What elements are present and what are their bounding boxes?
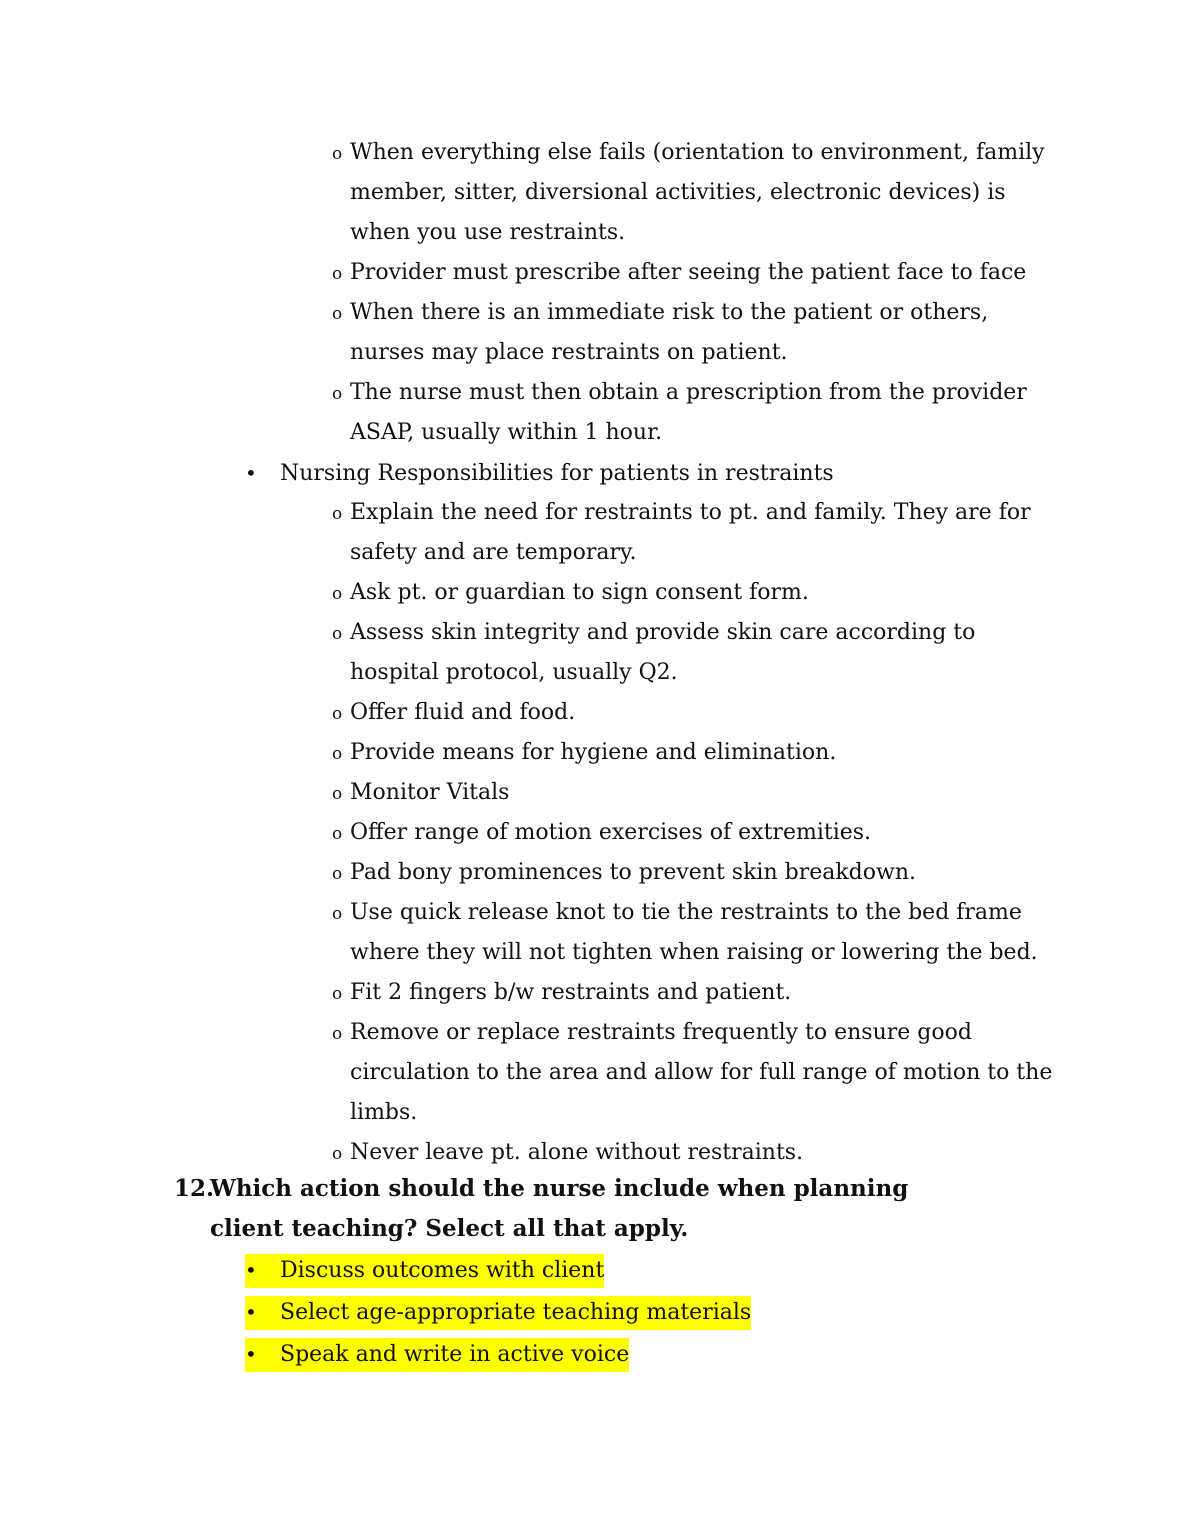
circle-bullet-icon: o	[332, 864, 343, 884]
answer-item	[245, 1336, 751, 1376]
restraint-use-list	[332, 133, 1062, 453]
list-item	[332, 733, 1062, 773]
circle-bullet-icon: o	[332, 1144, 343, 1164]
list-item	[332, 1133, 1062, 1173]
list-item-text: When there is an immediate risk to the patient or others, nurses may place restraints on patient.	[350, 300, 989, 365]
bullet-icon: •	[245, 461, 257, 485]
circle-bullet-icon: o	[332, 304, 343, 324]
question-text: Which action should the nurse include when planning client teaching? Select all that apply.	[210, 1175, 909, 1242]
circle-bullet-icon: o	[332, 704, 343, 724]
circle-bullet-icon: o	[332, 784, 343, 804]
list-item-text: Assess skin integrity and provide skin care according to hospital protocol, usually Q2.	[350, 620, 976, 685]
answer-item	[245, 1294, 751, 1334]
list-item-text: Never leave pt. alone without restraints.	[350, 1140, 804, 1165]
list-item-text: Explain the need for restraints to pt. and family. They are for safety and are temporary.	[350, 500, 1031, 565]
highlighted-answer	[245, 1254, 604, 1288]
bullet-icon: •	[245, 1300, 257, 1324]
question-number: 12.	[174, 1175, 215, 1202]
list-item	[332, 1013, 1062, 1133]
list-item-text: Fit 2 fingers b/w restraints and patient.	[350, 980, 792, 1005]
list-item-text: Offer range of motion exercises of extremities.	[350, 820, 872, 845]
list-item	[332, 293, 1062, 373]
answer-item	[245, 1252, 751, 1292]
question-12	[174, 1169, 974, 1249]
circle-bullet-icon: o	[332, 904, 343, 924]
list-item	[332, 573, 1062, 613]
list-item	[332, 973, 1062, 1013]
list-item	[332, 773, 1062, 813]
list-item-text: Use quick release knot to tie the restraints to the bed frame where they will not tighten when raising or lowering the bed.	[350, 900, 1038, 965]
circle-bullet-icon: o	[332, 504, 343, 524]
list-item	[332, 613, 1062, 693]
answer-text: Speak and write in active voice	[280, 1342, 630, 1367]
list-item	[332, 133, 1062, 253]
bullet-icon: •	[245, 1258, 257, 1282]
highlighted-answer	[245, 1338, 629, 1372]
list-item	[332, 373, 1062, 453]
list-item-text: Monitor Vitals	[350, 780, 510, 805]
highlighted-answer	[245, 1296, 751, 1330]
list-item-text: The nurse must then obtain a prescription from the provider ASAP, usually within 1 hour.	[350, 380, 1027, 445]
circle-bullet-icon: o	[332, 624, 343, 644]
circle-bullet-icon: o	[332, 744, 343, 764]
list-item-text: When everything else fails (orientation to environment, family member, sitter, diversional activities, electronic devices) is when you use restraints.	[350, 140, 1045, 245]
answer-text: Discuss outcomes with client	[280, 1258, 605, 1283]
list-item-text: Remove or replace restraints frequently to ensure good circulation to the area and allow for full range of motion to the limbs.	[350, 1020, 1053, 1125]
list-item	[332, 253, 1062, 293]
nursing-responsibilities-list	[332, 493, 1062, 1173]
list-item-text: Provide means for hygiene and elimination.	[350, 740, 837, 765]
answer-list	[245, 1252, 751, 1378]
heading-text: Nursing Responsibilities for patients in restraints	[280, 461, 834, 486]
list-item	[332, 893, 1062, 973]
list-item-text: Pad bony prominences to prevent skin breakdown.	[350, 860, 917, 885]
circle-bullet-icon: o	[332, 824, 343, 844]
circle-bullet-icon: o	[332, 144, 343, 164]
circle-bullet-icon: o	[332, 1024, 343, 1044]
list-item	[332, 493, 1062, 573]
answer-text: Select age-appropriate teaching materials	[280, 1300, 752, 1325]
list-item	[332, 693, 1062, 733]
circle-bullet-icon: o	[332, 264, 343, 284]
list-item	[332, 813, 1062, 853]
circle-bullet-icon: o	[332, 984, 343, 1004]
list-item	[332, 853, 1062, 893]
circle-bullet-icon: o	[332, 384, 343, 404]
bullet-icon: •	[245, 1342, 257, 1366]
circle-bullet-icon: o	[332, 584, 343, 604]
nursing-responsibilities-heading	[245, 453, 834, 494]
list-item-text: Ask pt. or guardian to sign consent form.	[350, 580, 809, 605]
list-item-text: Offer fluid and food.	[350, 700, 576, 725]
list-item-text: Provider must prescribe after seeing the patient face to face	[350, 260, 1027, 285]
